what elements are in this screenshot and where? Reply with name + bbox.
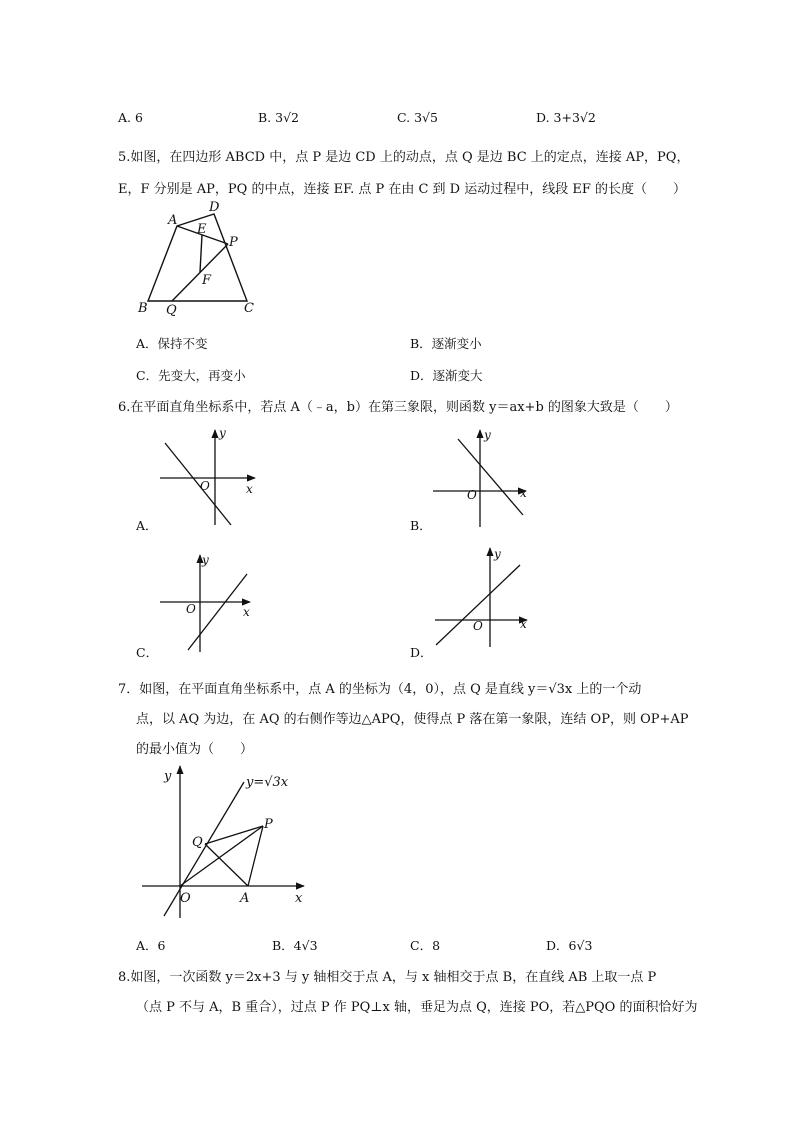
- q7-stem-line-1: 7．如图，在平面直角坐标系中，点 A 的坐标为（4，0），点 Q 是直线 y＝√3x 上的一个动: [118, 682, 642, 697]
- q7-option-a: A．6: [136, 938, 166, 953]
- q6d-function-line: [436, 565, 520, 645]
- q6-graph-b: [428, 425, 538, 530]
- q4-option-b: B. 3√2: [258, 110, 300, 125]
- q7-line-label: y=√3x: [246, 775, 289, 790]
- q5-label-d: D: [209, 200, 220, 215]
- q7-stem-line-2: 点，以 AQ 为边，在 AQ 的右侧作等边△APQ，使得点 P 落在第一象限，连结 OP，则 OP+AP: [136, 712, 689, 727]
- q4-option-d: D. 3+3√2: [536, 110, 596, 125]
- q6c-y-label: y: [202, 553, 209, 567]
- q8-stem-line-2: （点 P 不与 A，B 重合），过点 P 作 PQ⊥x 轴，垂足为点 Q，连接 PO，若△PQO 的面积恰好为: [136, 1000, 698, 1015]
- q7-origin: O: [180, 891, 191, 906]
- q5-label-a: A: [168, 213, 178, 228]
- q5-label-e: E: [197, 222, 207, 237]
- q7-option-d: D．6√3: [546, 938, 593, 953]
- q7-x-label: x: [295, 891, 303, 906]
- q6c-origin: O: [186, 602, 196, 616]
- q6-graph-d: [430, 545, 540, 650]
- q5-stem-line-1: 5.如图，在四边形 ABCD 中，点 P 是边 CD 上的动点，点 Q 是边 BC 上的定点，连接 AP，PQ，: [118, 150, 690, 165]
- q4-option-a: A. 6: [118, 110, 143, 125]
- q6d-x-label: x: [520, 617, 527, 631]
- q6b-x-label: x: [520, 486, 527, 500]
- q6-option-a: A．: [136, 518, 158, 533]
- q8-stem-line-1: 8.如图，一次函数 y＝2x+3 与 y 轴相交于点 A，与 x 轴相交于点 B，在直线 AB 上取一点 P: [118, 970, 657, 985]
- q6c-function-line: [188, 574, 247, 650]
- q7-y-label: y: [164, 769, 172, 784]
- q5-stem-line-2: E，F 分别是 AP，PQ 的中点，连接 EF. 点 P 在由 C 到 D 运动过程中，线段 EF 的长度（ ）: [118, 182, 687, 197]
- q5-option-c: C．先变大，再变小: [136, 368, 246, 383]
- q5-segment-ef: [200, 235, 202, 272]
- q7-coordinate-figure: [140, 762, 315, 922]
- q5-label-b: B: [138, 301, 148, 316]
- q6-graph-c: [155, 550, 265, 655]
- q5-label-f: F: [202, 273, 212, 288]
- q5-option-b: B．逐渐变小: [410, 336, 482, 351]
- q7-segment-qa: [205, 844, 248, 886]
- q7-label-q: Q: [192, 835, 203, 850]
- q7-segment-qp: [205, 826, 263, 844]
- q6-option-b: B．: [410, 518, 432, 533]
- q6a-y-label: y: [219, 426, 226, 440]
- q7-label-p: P: [264, 817, 273, 832]
- q5-quadrilateral-figure: [130, 200, 270, 320]
- q6d-origin: O: [473, 619, 483, 633]
- q6a-x-label: x: [246, 482, 253, 496]
- q5-label-q: Q: [166, 303, 177, 318]
- q6b-origin: O: [467, 488, 477, 502]
- q5-option-d: D．逐渐变大: [410, 368, 483, 383]
- q7-label-a: A: [240, 891, 250, 906]
- q6-graph-a: [155, 425, 265, 530]
- q5-label-p: P: [229, 235, 238, 250]
- q5-option-a: A．保持不变: [136, 336, 208, 351]
- q6a-origin: O: [200, 479, 210, 493]
- q6d-y-label: y: [494, 547, 501, 561]
- q7-stem-line-3: 的最小值为（ ）: [136, 742, 254, 757]
- q6-option-c: C．: [136, 645, 159, 660]
- q7-option-c: C．8: [410, 938, 441, 953]
- q6-option-d: D．: [410, 645, 433, 660]
- q7-option-b: B．4√3: [272, 938, 318, 953]
- q6-stem: 6.在平面直角坐标系中，若点 A（﹣a，b）在第三象限，则函数 y＝ax+b 的图象大致是（ ）: [118, 400, 678, 415]
- q6a-function-line: [165, 443, 231, 525]
- q6c-x-label: x: [243, 605, 250, 619]
- q6b-y-label: y: [484, 428, 491, 442]
- q5-label-c: C: [244, 301, 254, 316]
- q6b-function-line: [458, 439, 523, 515]
- q4-option-c: C. 3√5: [397, 110, 438, 125]
- q5-segment-pq: [172, 244, 228, 301]
